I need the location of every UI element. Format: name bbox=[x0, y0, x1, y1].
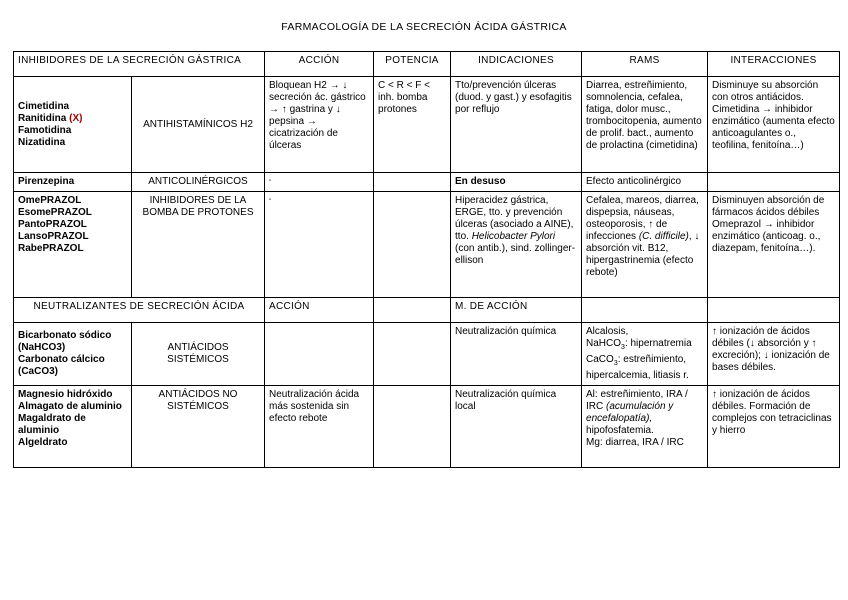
ditto-mark: " bbox=[269, 199, 272, 205]
indicaciones-ibp: Hiperacidez gástrica, ERGE, tto. y prevención úlceras (asociado a AINE), tto. Helicobacter Pylori (con antib.), sind. zollinger-ellison bbox=[451, 192, 582, 298]
header2-mecanismo: M. DE ACCIÓN bbox=[451, 298, 582, 323]
drug-almagato: Almagato de aluminio bbox=[18, 401, 122, 412]
pharmacology-table bbox=[13, 51, 840, 468]
drug-list-ibp bbox=[14, 192, 132, 298]
rams-h2: Diarrea, estreñimiento, somnolencia, cefalea, fatiga, dolor musc., trombocitopenia, aumento de prolif. bact., aumento de prolactina (cimetidina) bbox=[582, 77, 708, 173]
accion-ibp bbox=[265, 192, 374, 298]
table-row-sistemicos bbox=[14, 323, 840, 386]
ranitidina-withdrawn-mark: (X) bbox=[69, 112, 83, 124]
accion-sistemicos bbox=[265, 323, 374, 386]
header2-empty bbox=[374, 298, 451, 323]
drug-omeprazol: OmePRAZOL bbox=[18, 195, 82, 206]
drug-list-h2 bbox=[14, 77, 132, 173]
class-no-sistemicos: ANTIÁCIDOS NO SISTÉMICOS bbox=[132, 386, 265, 468]
class-sistemicos: ANTIÁCIDOS SISTÉMICOS bbox=[132, 323, 265, 386]
header-rams: RAMS bbox=[582, 52, 708, 77]
ditto-mark: " bbox=[269, 180, 272, 186]
rams-ibp: Cefalea, mareos, diarrea, dispepsia, náuseas, osteoporosis, ↑ de infecciones (C. difficile), ↓ absorción vit. B12, hipergastrinemia (efecto rebote) bbox=[582, 192, 708, 298]
header2-accion: ACCIÓN bbox=[265, 298, 374, 323]
drug-pantoprazol: PantoPRAZOL bbox=[18, 219, 87, 230]
table-row-h2 bbox=[14, 77, 840, 173]
potencia-pirenzepina bbox=[374, 173, 451, 192]
drug-list-no-sistemicos bbox=[14, 386, 132, 468]
header-interacciones: INTERACCIONES bbox=[708, 52, 840, 77]
rams-sistemicos: Alcalosis, NaHCO$_3$: hipernatremia CaCO$_3$: estreñimiento, hipercalcemia, litiasis r. bbox=[582, 323, 708, 386]
class-h2: ANTIHISTAMÍNICOS H2 bbox=[132, 77, 265, 173]
drug-pirenzepina: Pirenzepina bbox=[14, 173, 132, 192]
accion-h2: Bloquean H2 → ↓ secreción ác. gástrico → ↑ gastrina y ↓ pepsina → cicatrización de úlceras bbox=[265, 77, 374, 173]
header-row-inhibidores bbox=[14, 52, 840, 77]
potencia-h2: C < R < F < inh. bomba protones bbox=[374, 77, 451, 173]
header-group-inhibidores: INHIBIDORES DE LA SECRECIÓN GÁSTRICA bbox=[14, 52, 265, 77]
table-row-pirenzepina bbox=[14, 173, 840, 192]
accion-pirenzepina bbox=[265, 173, 374, 192]
interacciones-ibp: Disminuyen absorción de fármacos ácidos débiles Omeprazol → inhibidor enzimático (anticoag. o., diazepam, fenitoína…). bbox=[708, 192, 840, 298]
header2-empty-inter bbox=[708, 298, 840, 323]
drug-cimetidina: Cimetidina bbox=[18, 100, 70, 112]
drug-nizatidina: Nizatidina bbox=[18, 136, 66, 148]
drug-bicarbonato: Bicarbonato sódico (NaHCO3) bbox=[18, 330, 112, 353]
interacciones-h2: Disminuye su absorción con otros antiácidos. Cimetidina → inhibidor enzimático (aumenta efecto anticoagulantes o., teofilina, fenitoína…) bbox=[708, 77, 840, 173]
rams-pirenzepina: Efecto anticolinérgico bbox=[582, 173, 708, 192]
interacciones-sistemicos: ↑ ionización de ácidos débiles (↓ absorción y ↑ excreción); ↓ ionización de bases débiles. bbox=[708, 323, 840, 386]
drug-magaldrato: Magaldrato de aluminio bbox=[18, 413, 86, 436]
rams-no-sistemicos: Al: estreñimiento, IRA / IRC (acumulación y encefalopatía), hipofosfatemia. Mg: diarrea, IRA / IRC bbox=[582, 386, 708, 468]
header-group-neutralizantes: NEUTRALIZANTES DE SECRECIÓN ÁCIDA bbox=[14, 298, 265, 323]
potencia-sistemicos bbox=[374, 323, 451, 386]
mecanismo-no-sistemicos: Neutralización química local bbox=[451, 386, 582, 468]
mecanismo-sistemicos: Neutralización química bbox=[451, 323, 582, 386]
table-row-no-sistemicos bbox=[14, 386, 840, 468]
drug-list-sistemicos bbox=[14, 323, 132, 386]
accion-no-sistemicos: Neutralización ácida más sostenida sin efecto rebote bbox=[265, 386, 374, 468]
drug-famotidina: Famotidina bbox=[18, 124, 72, 136]
header-row-neutralizantes bbox=[14, 298, 840, 323]
header-accion: ACCIÓN bbox=[265, 52, 374, 77]
header-potencia: POTENCIA bbox=[374, 52, 451, 77]
indicaciones-pirenzepina: En desuso bbox=[451, 173, 582, 192]
drug-magnesio: Magnesio hidróxido bbox=[18, 389, 113, 400]
drug-algeldrato: Algeldrato bbox=[18, 437, 68, 448]
drug-rabeprazol: RabePRAZOL bbox=[18, 243, 84, 254]
header2-empty-rams bbox=[582, 298, 708, 323]
drug-carbonato: Carbonato cálcico (CaCO3) bbox=[18, 354, 105, 377]
indicaciones-h2: Tto/prevención úlceras (duod. y gast.) y esofagitis por reflujo bbox=[451, 77, 582, 173]
potencia-no-sistemicos bbox=[374, 386, 451, 468]
class-ibp: INHIBIDORES DE LA BOMBA DE PROTONES bbox=[132, 192, 265, 298]
drug-ranitidina: Ranitidina (X) bbox=[18, 112, 83, 124]
header-indicaciones: INDICACIONES bbox=[451, 52, 582, 77]
potencia-ibp bbox=[374, 192, 451, 298]
drug-lansoprazol: LansoPRAZOL bbox=[18, 231, 89, 242]
interacciones-no-sistemicos: ↑ ionización de ácidos débiles. Formación de complejos con tetraciclinas y hierro bbox=[708, 386, 840, 468]
class-anticolinergicos: ANTICOLINÉRGICOS bbox=[132, 173, 265, 192]
table-row-ibp bbox=[14, 192, 840, 298]
interacciones-pirenzepina bbox=[708, 173, 840, 192]
drug-esomeprazol: EsomePRAZOL bbox=[18, 207, 92, 218]
page-title: FARMACOLOGÍA DE LA SECRECIÓN ÁCIDA GÁSTRICA bbox=[281, 21, 567, 33]
